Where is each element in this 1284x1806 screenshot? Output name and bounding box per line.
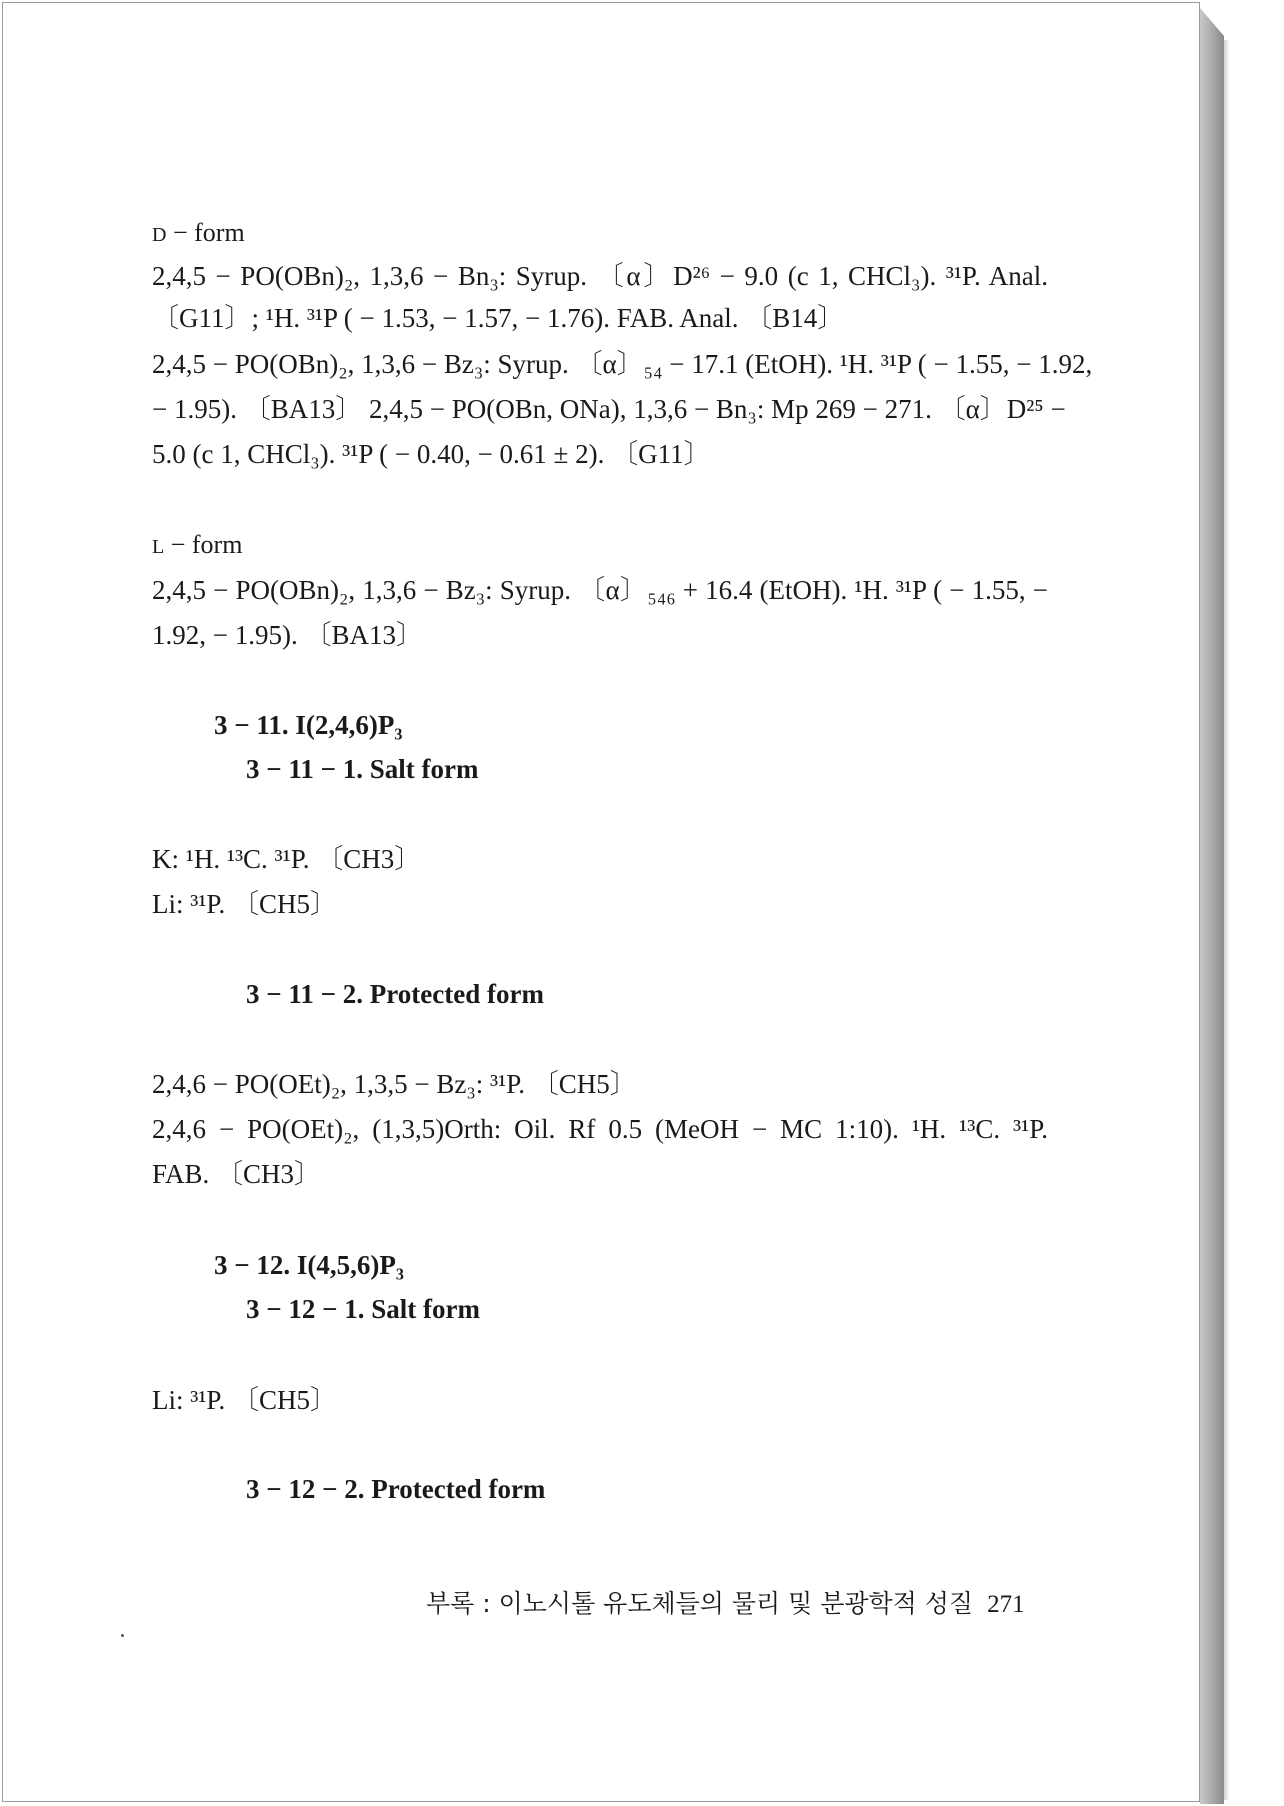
page-number: 271 — [987, 1591, 1025, 1618]
protected-line-2: 2,4,6 − PO(OEt)₂, (1,3,5)Orth: Oil. Rf 0.5 (MeOH − MC 1:10). ¹H. ¹³C. ³¹P. — [152, 1114, 1048, 1144]
page-edge-highlight — [1224, 40, 1230, 1800]
section-3-11-2-title: 3 − 11 − 2. Protected form — [246, 979, 544, 1009]
salt-line-li: Li: ³¹P. 〔CH5〕 — [152, 889, 337, 919]
section-3-12-2-title: 3 − 12 − 2. Protected form — [246, 1474, 546, 1504]
protected-line-3: FAB. 〔CH3〕 — [152, 1159, 322, 1189]
section-3-11-title: 3 − 11. I(2,4,6)P₃ — [214, 710, 403, 740]
page-footer — [426, 1587, 1025, 1622]
page-edge-shadow — [1200, 8, 1224, 1804]
d-form-label: D − form — [152, 218, 245, 247]
running-title: 부록 : 이노시톨 유도체들의 물리 및 분광학적 성질 — [426, 1589, 974, 1618]
salt-line-k: K: ¹H. ¹³C. ³¹P. 〔CH3〕 — [152, 844, 422, 874]
d-form-line-2: 〔G11〕; ¹H. ³¹P ( − 1.53, − 1.57, − 1.76). FAB. Anal. 〔B14〕 — [152, 303, 845, 333]
section-3-11-1-title: 3 − 11 − 1. Salt form — [246, 754, 479, 784]
section-3-12-title: 3 − 12. I(4,5,6)P₃ — [214, 1250, 404, 1280]
section-3-12-1-title: 3 − 12 − 1. Salt form — [246, 1294, 480, 1324]
d-form-line-1: 2,4,5 − PO(OBn)₂, 1,3,6 − Bn₃: Syrup. 〔α〕D²⁶ − 9.0 (c 1, CHCl₃). ³¹P. Anal. — [152, 261, 1048, 291]
d-form-line-5: 5.0 (c 1, CHCl₃). ³¹P ( − 0.40, − 0.61 ± 2). 〔G11〕 — [152, 439, 711, 469]
salt-line-li-2: Li: ³¹P. 〔CH5〕 — [152, 1385, 337, 1415]
scan-speck — [121, 1634, 124, 1637]
d-form-line-3: 2,4,5 − PO(OBn)₂, 1,3,6 − Bz₃: Syrup. 〔α〕₅₄ − 17.1 (EtOH). ¹H. ³¹P ( − 1.55, − 1.92, — [152, 349, 1093, 379]
d-form-line-4: − 1.95). 〔BA13〕 2,4,5 − PO(OBn, ONa), 1,3,6 − Bn₃: Mp 269 − 271. 〔α〕D²⁵ − — [152, 394, 1066, 424]
l-form-line-2: 1.92, − 1.95). 〔BA13〕 — [152, 620, 423, 650]
l-form-line-1: 2,4,5 − PO(OBn)₂, 1,3,6 − Bz₃: Syrup. 〔α〕₅₄₆ + 16.4 (EtOH). ¹H. ³¹P ( − 1.55, − — [152, 575, 1048, 605]
protected-line-1: 2,4,6 − PO(OEt)₂, 1,3,5 − Bz₃: ³¹P. 〔CH5〕 — [152, 1069, 637, 1099]
l-form-label: L − form — [152, 530, 243, 559]
